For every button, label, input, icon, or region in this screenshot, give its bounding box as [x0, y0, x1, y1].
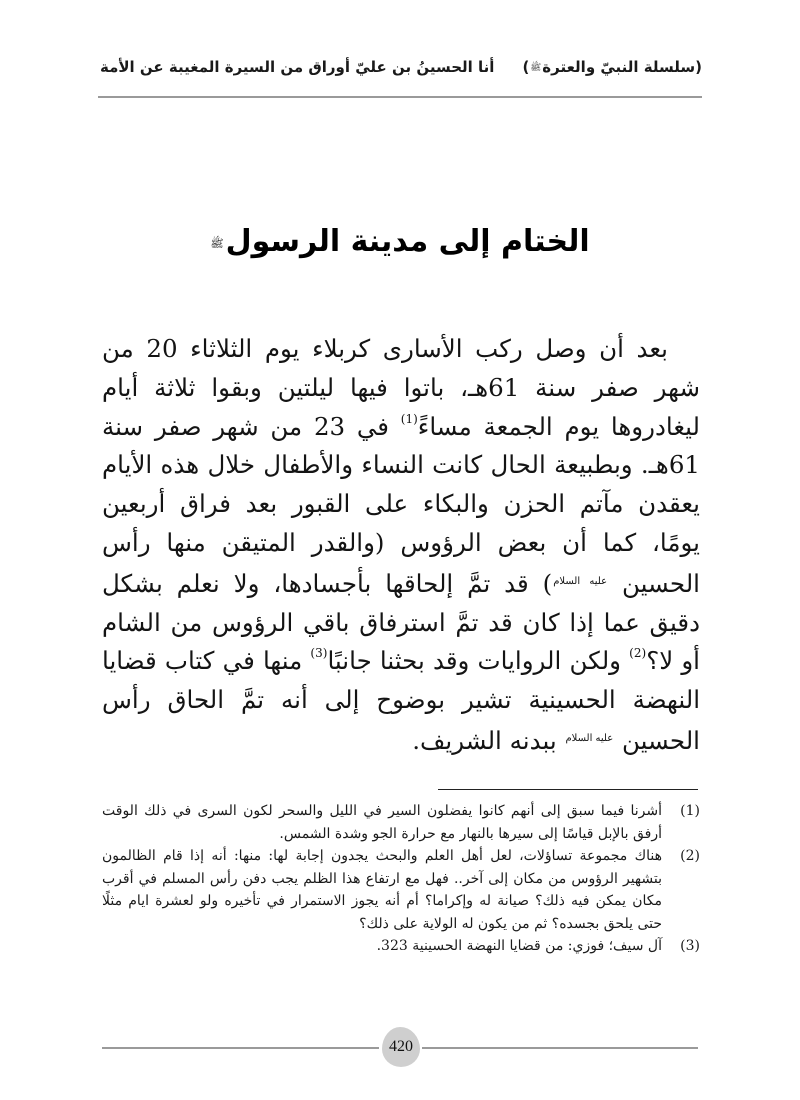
body-text-segment: منها في كتاب قضايا النهضة الحسينية تشير بوضوح إلى أنه تمَّ الحاق رأس الحسين — [102, 646, 700, 755]
footnote-divider — [438, 789, 698, 790]
chapter-title-text: الختام إلى مدينة الرسول — [225, 224, 590, 259]
honorific-glyph-icon: عليه السلام — [553, 575, 608, 587]
footnote-ref-2[interactable]: (2) — [629, 646, 647, 661]
footnote-text: هناك مجموعة تساؤلات، لعل أهل العلم والبحث يجدون إجابة لها: منها: أنه إذا قام الظالمون بتشهير الرؤوس من مكان إلى آخر.. فهل مع ارتفاع هذا الظلم يجب دفن رأس المسلم في أقرب مكان يمكن فيه ذلك؟ صيانة له وإكراما؟ أم أنه يجوز الاستمرار في تأخيره ولو لعشرة ايام مثلًا حتى يلحق بجسده؟ ثم من يكون له الولاية على ذلك؟ — [102, 848, 662, 932]
honorific-glyph-icon: عليه السلام — [565, 732, 614, 744]
footnote-number: (2) — [680, 848, 700, 864]
body-text-segment: في 23 من شهر صفر سنة 61هـ. وبطبيعة الحال كانت النساء والأطفال خلال هذه الأيام يعقدن مآتم الحزن والبكاء على القبور بعد فراق أربعين يومًا، كما أن بعض الرؤوس (والقدر المتيقن منها رأس الحسين — [102, 411, 700, 598]
footnote-1 — [102, 800, 700, 845]
footnote-text: آل سيف؛ فوزي: من قضايا النهضة الحسينية 323. — [376, 938, 662, 954]
honorific-glyph-icon: ﷺ — [530, 63, 542, 73]
footnote-2 — [102, 845, 700, 935]
series-title-text: (سلسلة النبيّ والعترة — [542, 58, 702, 76]
book-title: أنا الحسينُ بن عليّ أوراق من السيرة المغيبة عن الأمة — [100, 58, 495, 76]
series-title — [523, 58, 702, 76]
footnote-3 — [102, 935, 700, 958]
body-paragraph — [102, 330, 700, 761]
footnote-number: (1) — [680, 803, 700, 819]
footnote-ref-3[interactable]: (3) — [310, 646, 328, 661]
footer-divider-right — [422, 1047, 698, 1049]
page-number: 420 — [389, 1038, 413, 1055]
paragraph — [102, 330, 700, 761]
page-number-badge — [382, 1027, 420, 1067]
footer-divider-left — [102, 1047, 379, 1049]
honorific-glyph-icon: ﷺ — [210, 237, 224, 250]
body-text-segment: ولكن الروايات وقد بحثنا جانبًا — [327, 646, 630, 676]
body-text-segment: بعد أن وصل ركب الأسارى كربلاء يوم الثلاثاء 20 من شهر صفر سنة 61هـ، باتوا فيها ليلتين وبقوا ثلاثة أيام ليغادروها يوم الجمعة مساءً — [102, 334, 700, 441]
footnote-ref-1[interactable]: (1) — [400, 411, 418, 426]
footnote-text: أشرنا فيما سبق إلى أنهم كانوا يفضلون السير في الليل والسحر لكون السرى في ذلك الوقت أرفق بالإبل قياسًا إلى سيرها بالنهار مع حرارة الجو وشدة الشمس. — [102, 803, 662, 842]
body-text-segment: ) قد تمَّ إلحاقها بأجسادها، ولا نعلم بشكل دقيق عما إذا كان قد تمَّ استرفاق باقي الرؤوس من الشام أو لا؟ — [102, 568, 700, 676]
footnotes — [102, 800, 700, 958]
footnote-number: (3) — [680, 938, 700, 954]
chapter-title — [100, 224, 700, 259]
series-title-close: ) — [522, 58, 530, 76]
running-header — [100, 52, 702, 82]
header-divider — [98, 96, 702, 98]
body-text-segment: ببدنه الشريف. — [412, 725, 565, 755]
